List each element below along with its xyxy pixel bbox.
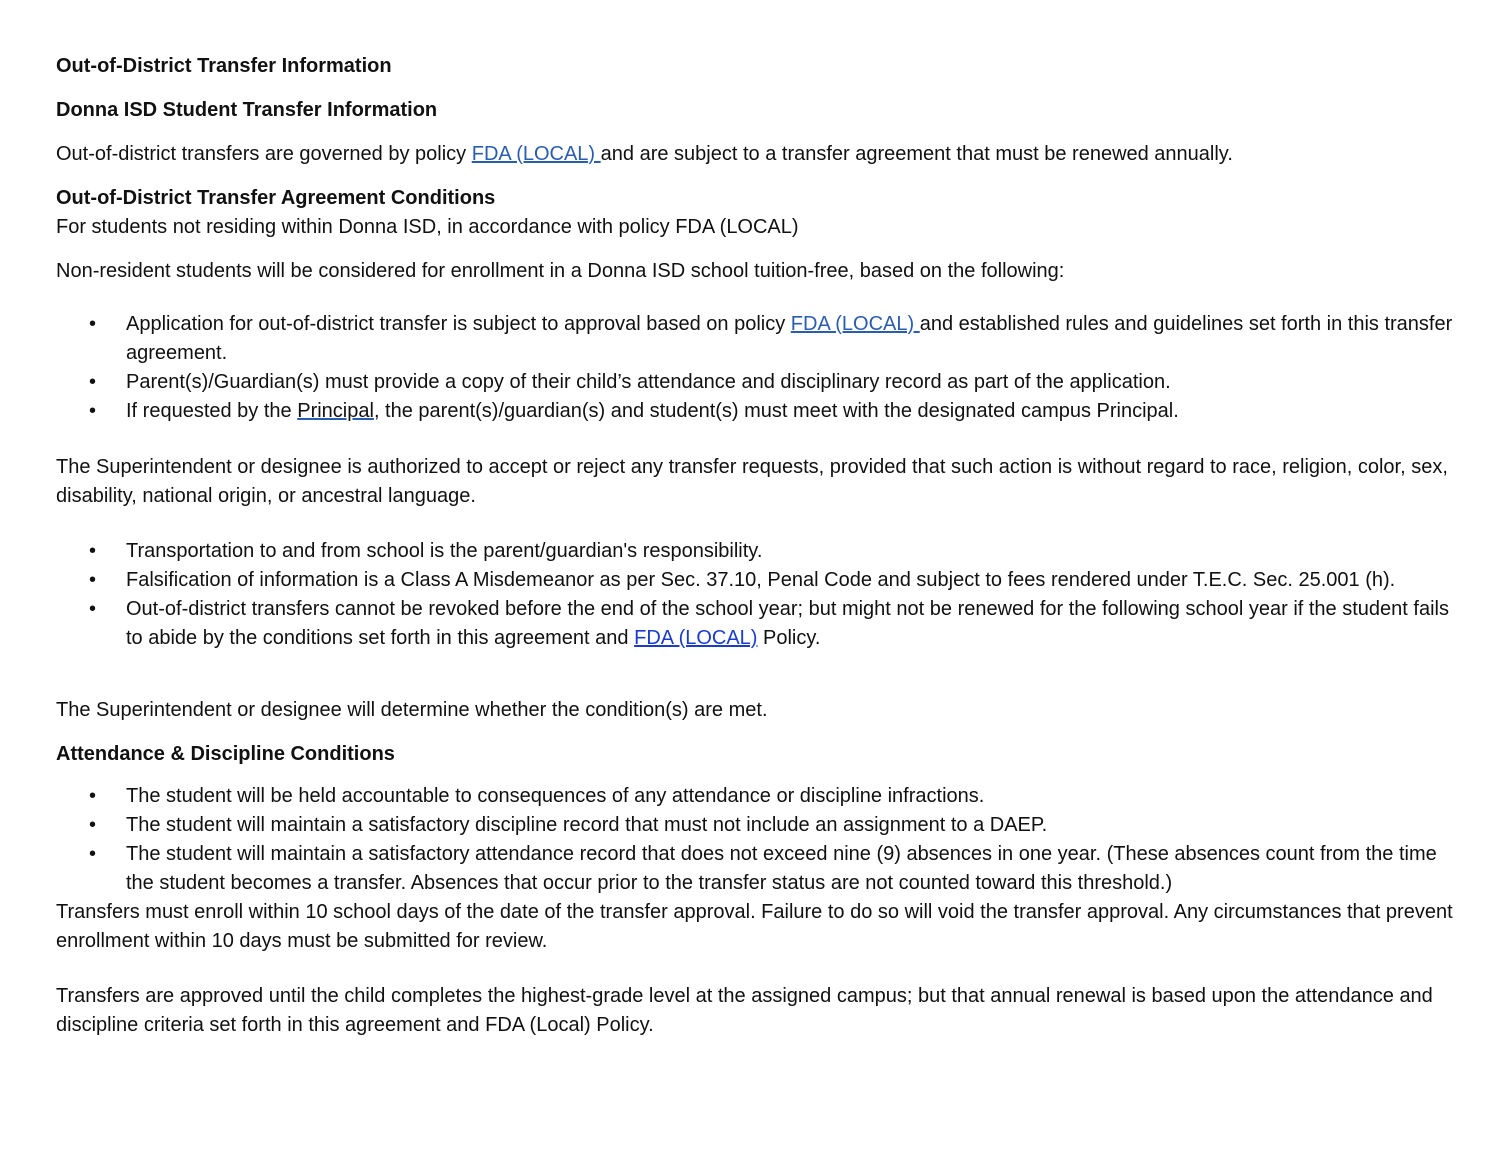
conditions-subheading: For students not residing within Donna ISD, in accordance with policy FDA (LOCAL) xyxy=(56,216,799,238)
list-item-text-post: and established rules and guidelines set forth in this transfer agreement. xyxy=(126,313,1453,364)
list-item-text: The student will maintain a satisfactory attendance record that does not exceed nine (9) absences in one year. (These absences count from the time the student becomes a transfer. Absences that occur prior to the transfer status are not counted toward this threshold.) xyxy=(126,843,1437,894)
intro-text-post: and are subject to a transfer agreement that must be renewed annually. xyxy=(600,143,1233,165)
determine-paragraph: The Superintendent or designee will determine whether the condition(s) are met. xyxy=(56,699,768,721)
page-title: Out-of-District Transfer Information xyxy=(56,55,392,77)
bullet-icon: • xyxy=(89,400,97,422)
intro-paragraph xyxy=(56,140,1456,169)
attendance-heading: Attendance & Discipline Conditions xyxy=(56,743,395,765)
list-item xyxy=(56,595,1456,653)
list-item-text: The student will maintain a satisfactory discipline record that must not include an assignment to a DAEP. xyxy=(126,814,1048,836)
list-item-text-post: Policy. xyxy=(757,627,821,649)
enroll-paragraph: Transfers must enroll within 10 school days of the date of the transfer approval. Failure to do so will void the transfer approval. Any circumstances that prevent enrollment within 10 days must be submitted for review. xyxy=(56,901,1453,952)
list-item-text-post: , the parent(s)/guardian(s) and student(s) must meet with the designated campus Principal. xyxy=(373,400,1179,422)
list-item xyxy=(56,782,1456,811)
list-item-text: Transportation to and from school is the parent/guardian's responsibility. xyxy=(126,540,763,562)
list-item-text-pre: Out-of-district transfers cannot be revoked before the end of the school year; but might not be renewed for the following school year if the student fails to abide by the conditions set forth in this agreement and xyxy=(126,598,1449,649)
fda-local-link[interactable]: FDA (LOCAL) xyxy=(634,627,758,649)
bullet-icon: • xyxy=(89,598,97,620)
bullet-icon: • xyxy=(89,371,97,393)
list-item xyxy=(56,811,1456,840)
list-item xyxy=(56,566,1456,595)
list-item-text: Parent(s)/Guardian(s) must provide a copy of their child’s attendance and disciplinary record as part of the application. xyxy=(126,371,1171,393)
bullet-icon: • xyxy=(89,313,97,335)
attendance-list xyxy=(56,782,1456,898)
principal-term: Principal xyxy=(297,400,374,422)
list-item-text-pre: Application for out-of-district transfer is subject to approval based on policy xyxy=(126,313,791,335)
bullet-icon: • xyxy=(89,814,97,836)
bullet-icon: • xyxy=(89,785,97,807)
transfer-rules-list xyxy=(56,537,1456,653)
fda-local-link[interactable]: FDA (LOCAL) xyxy=(790,313,920,335)
bullet-icon: • xyxy=(89,843,97,865)
approved-paragraph: Transfers are approved until the child completes the highest-grade level at the assigned campus; but that annual renewal is based upon the attendance and discipline criteria set forth in this agreement and FDA (Local) Policy. xyxy=(56,985,1433,1036)
list-item-text: Falsification of information is a Class A Misdemeanor as per Sec. 37.10, Penal Code and subject to fees rendered under T.E.C. Sec. 25.001 (h). xyxy=(126,569,1396,591)
eligibility-list xyxy=(56,310,1456,426)
list-item xyxy=(56,368,1456,397)
bullet-icon: • xyxy=(89,569,97,591)
superintendent-authority-paragraph: The Superintendent or designee is authorized to accept or reject any transfer requests, provided that such action is without regard to race, religion, color, sex, disability, national origin, or ancestral language. xyxy=(56,456,1448,507)
page-subtitle: Donna ISD Student Transfer Information xyxy=(56,99,438,121)
list-item xyxy=(56,840,1456,898)
conditions-heading: Out-of-District Transfer Agreement Conditions xyxy=(56,187,496,209)
list-item-text: The student will be held accountable to consequences of any attendance or discipline infractions. xyxy=(126,785,985,807)
list-item xyxy=(56,397,1456,426)
intro-text-pre: Out-of-district transfers are governed by policy xyxy=(56,143,472,165)
nonresident-paragraph: Non-resident students will be considered for enrollment in a Donna ISD school tuition-free, based on the following: xyxy=(56,260,1065,282)
bullet-icon: • xyxy=(89,540,97,562)
list-item xyxy=(56,310,1456,368)
fda-local-link[interactable]: FDA (LOCAL) xyxy=(471,143,601,165)
list-item xyxy=(56,537,1456,566)
list-item-text-pre: If requested by the xyxy=(126,400,298,422)
document-page xyxy=(56,52,1456,1040)
